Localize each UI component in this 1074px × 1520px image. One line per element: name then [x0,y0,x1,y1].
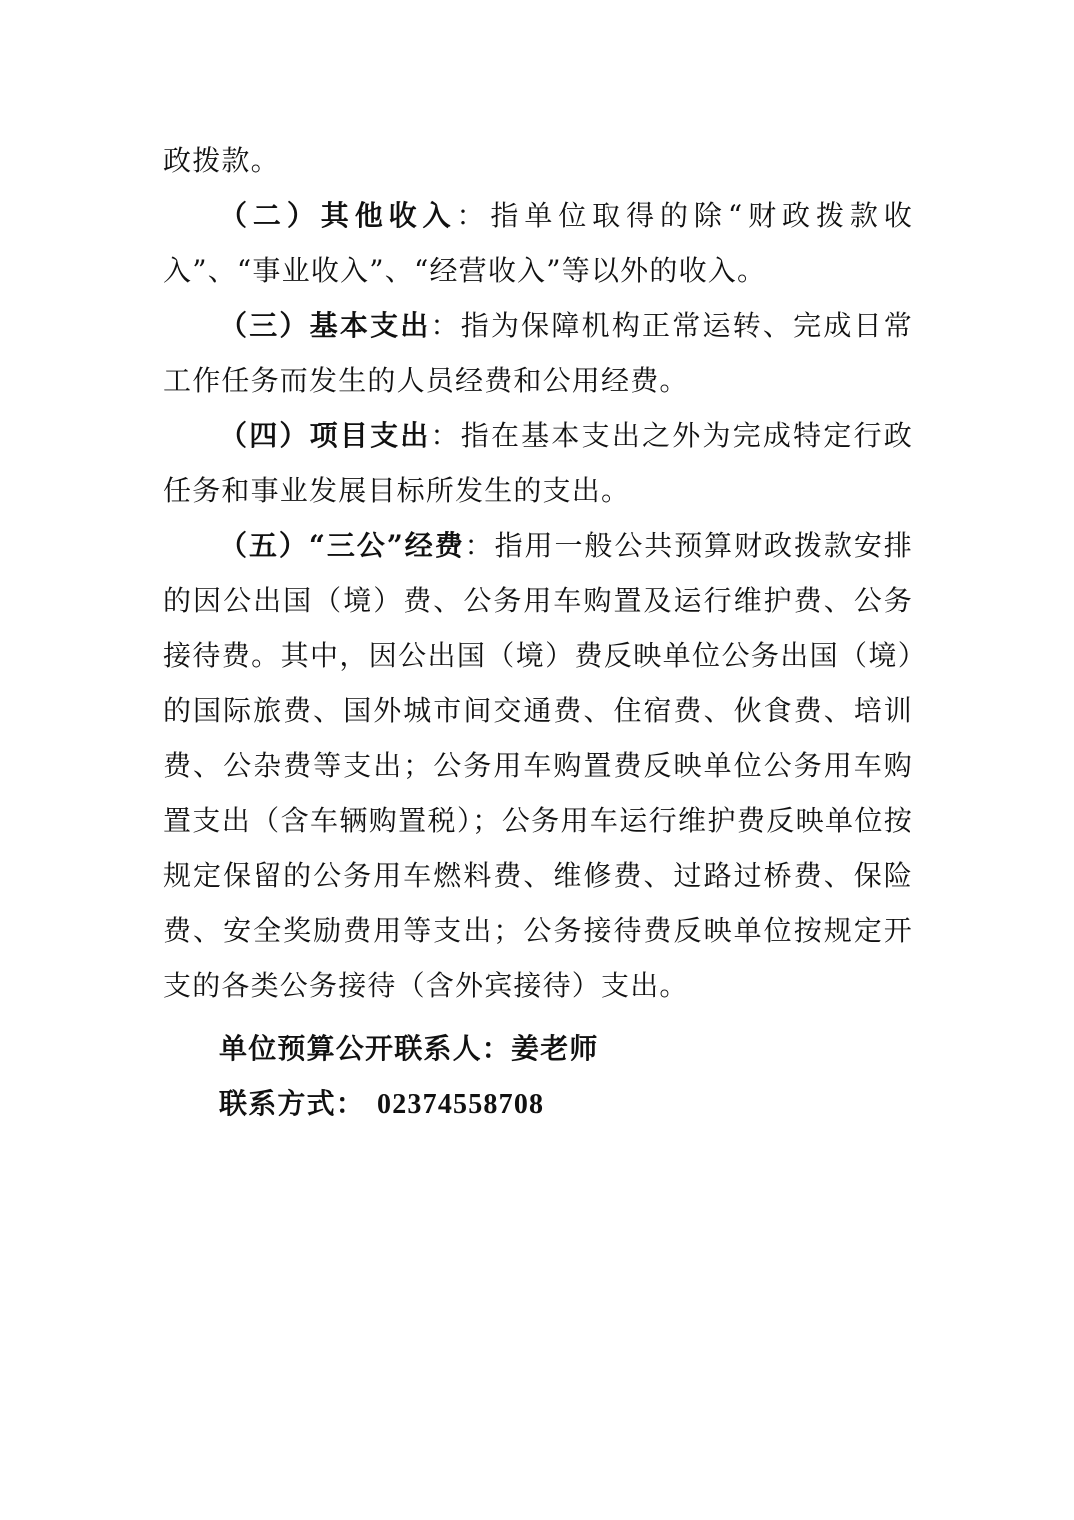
definition-basic-expenditure: ：指为保障机构正常运转、完成日常工作任务而发生的人员经费和公用经费。 [163,309,913,397]
document-body [163,133,913,1132]
contact-person-name: 姜老师 [511,1032,599,1065]
contact-person-line [163,1021,913,1076]
definition-other-income: ：指单位取得的除“财政拨款收入”、“事业收入”、“经营收入”等以外的收入。 [163,199,913,287]
paragraph-other-income [163,188,913,298]
paragraph-project-expenditure [163,408,913,518]
term-basic-expenditure: （三）基本支出 [219,309,431,342]
paragraph-text: 政拨款。 [163,144,280,177]
contact-phone-line [163,1076,913,1132]
paragraph-three-public-funds [163,518,913,1013]
contact-phone-number: 02374558708 [377,1089,545,1120]
definition-project-expenditure: ：指在基本支出之外为完成特定行政任务和事业发展目标所发生的支出。 [163,419,913,507]
paragraph-basic-expenditure [163,298,913,408]
term-three-public-funds: （五）“三公”经费 [219,529,465,562]
term-other-income: （二）其他收入 [219,199,457,232]
paragraph-continuation [163,133,913,188]
term-project-expenditure: （四）项目支出 [219,419,431,452]
contact-phone-label: 联系方式： [219,1087,366,1120]
contact-person-label: 单位预算公开联系人： [219,1032,512,1065]
definition-three-public-funds: ：指用一般公共预算财政拨款安排的因公出国（境）费、公务用车购置及运行维护费、公务接待费。其中，因公出国（境）费反映单位公务出国（境）的国际旅费、国外城市间交通费、住宿费、伙食费、培训费、公杂费等支出；公务用车购置费反映单位公务用车购置支出（含车辆购置税）；公务用车运行维护费反映单位按规定保留的公务用车燃料费、维修费、过路过桥费、保险费、安全奖励费用等支出；公务接待费反映单位按规定开支的各类公务接待（含外宾接待）支出。 [163,529,913,1002]
